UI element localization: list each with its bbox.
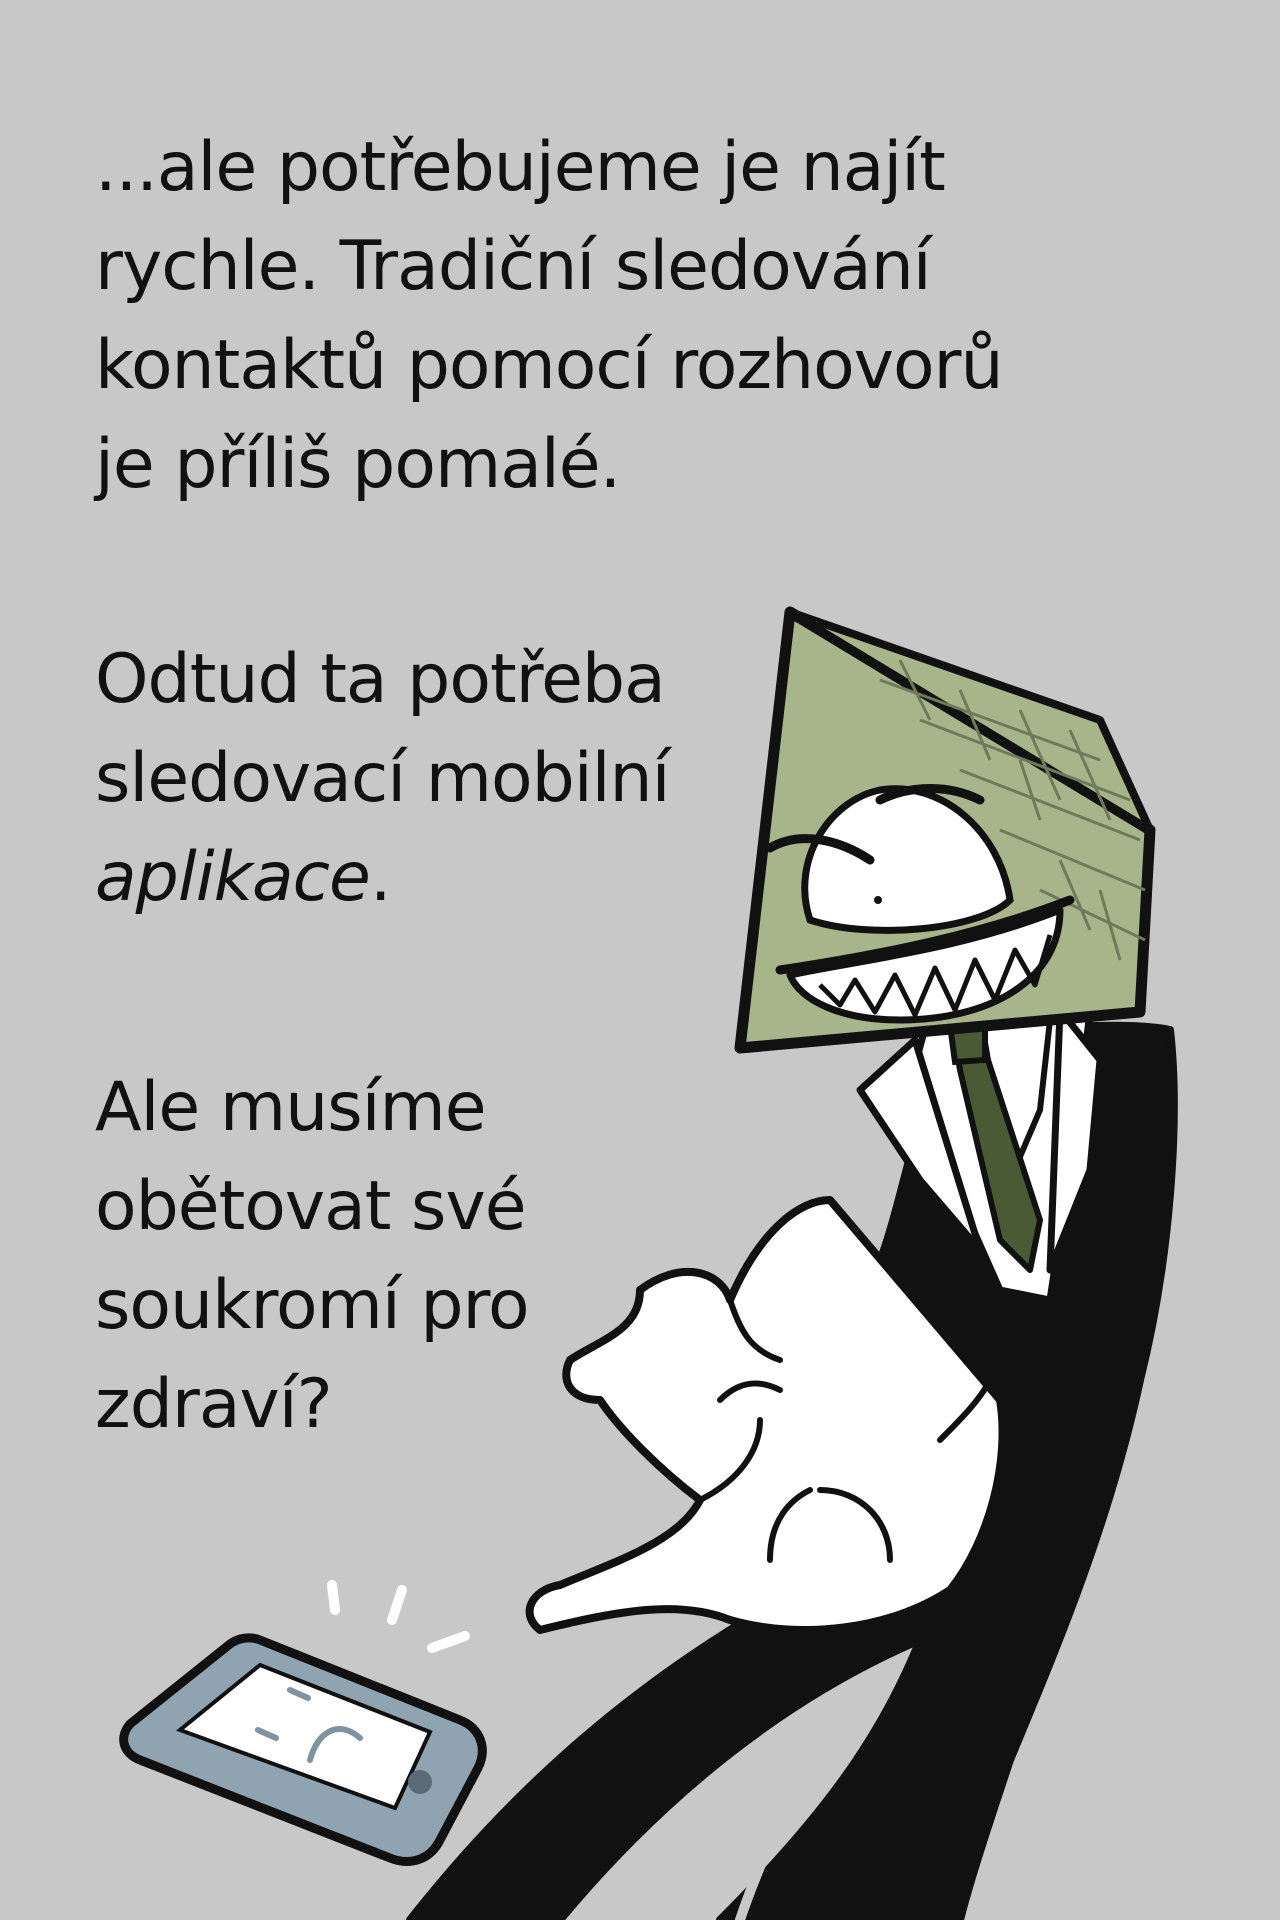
- narration-line: zdraví?: [95, 1365, 332, 1444]
- vibration-lines: [332, 1585, 465, 1648]
- narration-line: Ale musíme: [95, 1068, 486, 1147]
- narration-line: Odtud ta potřeba: [95, 640, 665, 719]
- line-end-punctuation: .: [369, 838, 391, 917]
- narration-line: kontaktů pomocí rozhovorů: [95, 326, 1003, 405]
- narration-line: obětovat své: [95, 1167, 526, 1246]
- narration-line: sledovací mobilní: [95, 739, 670, 818]
- pyramid-head: [740, 612, 1150, 1048]
- narration-line: rychle. Tradiční sledování: [95, 227, 931, 306]
- emphasis-word: aplikace: [95, 838, 370, 917]
- phone-icon: [124, 1638, 483, 1862]
- narration-line: ...ale potřebujeme je najít: [95, 128, 945, 207]
- narration-line: je příliš pomalé.: [95, 425, 621, 504]
- narration-line: soukromí pro: [95, 1266, 529, 1345]
